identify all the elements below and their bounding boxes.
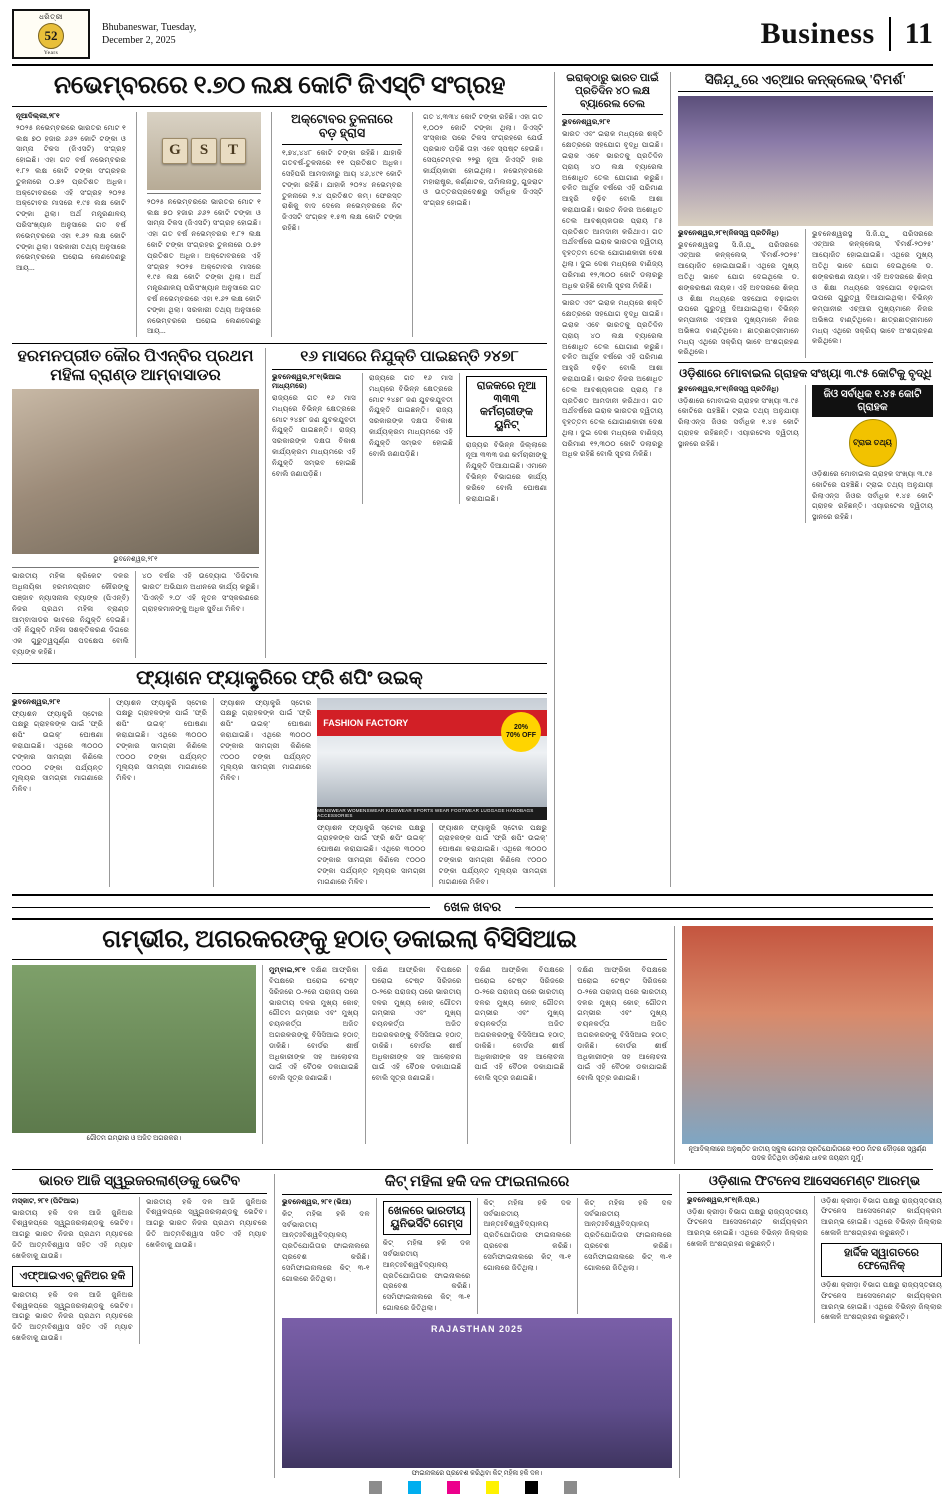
fitness-text-3: ଓଡ଼ିଶା କ୍ରୀଡ଼ା ବିଭାଗ ପକ୍ଷରୁ ରାଜ୍ୟସ୍ତରୀୟ ଫିଟନେସ ଆସେସମେଣ୍ଟ କାର୍ଯ୍ୟକ୍ରମ ଆରମ୍ଭ ହୋଇଛି। ଏଥିରେ ବିଭିନ୍ନ ଜିଲ୍ଲାର ଖେଳାଳି ଅଂଶଗ୍ରହଣ କରୁଛନ୍ତି। — [821, 1281, 942, 1322]
oil-story — [562, 72, 663, 887]
oil-headline: ଇରାକ୍‌ଠାରୁ ଭାରତ ପାଇଁ ପ୍ରତିଦିନ ୪୦ ଲକ୍ଷ ବ୍ୟାରେଲ ତେଲ — [562, 72, 663, 115]
publication-logo — [12, 9, 90, 59]
kiit-box: ଖେଳରେ ଭାରତୀୟ ୟୁନିଭର୍ସିଟି ଗେମ୍ସ — [383, 1201, 471, 1235]
logo-title: ଧରିତ୍ରୀ — [39, 12, 63, 21]
hr-text-1: ଭୁବନେଶ୍ୱରସ୍ଥ ସି.ଜି.ଯ଼ୁ ପରିସରରେ ଏଚ୍‌ଆର କନ୍‌କ୍ଲେଭ୍‌ 'ବିମର୍ଶ-୨୦୨୫' ଆୟୋଜିତ ହୋଇଯାଇଛି। ଏଥିରେ ମୁଖ୍ୟ ଅତିଥି ଭାବେ ଯୋଗ ଦେଇଥିଲେ ଡ. ଶଙ୍କରଷଣ ନାୟକ। ଏହି ଅବସରରେ ଶିଳ୍ପ ଓ ଶିକ୍ଷା ମଧ୍ୟରେ ସହଯୋଗ ବଢ଼ାଇବା ଉପରେ ଗୁରୁତ୍ୱ ଦିଆଯାଇଥିଲା। ବିଭିନ୍ନ କମ୍ପାନୀର ଏଚ୍‌ଆର ମୁଖ୍ୟମାନେ ନିଜର ଅଭିଜ୍ଞତା ବାଣ୍ଟିଥିଲେ। ଛାତ୍ରଛାତ୍ରୀମାନେ ମଧ୍ୟ ଏଥିରେ ସକ୍ରିୟ ଭାବେ ଅଂଶଗ୍ରହଣ କରିଥିଲେ। — [678, 240, 799, 357]
jio-headline: ଓଡ଼ିଶାରେ ମୋବାଇଲ ଗ୍ରାହକ ସଂଖ୍ୟା ୩.୯୫ କୋଟିକୁ ବୃଦ୍ଧି — [679, 368, 932, 381]
jio-col-2 — [812, 385, 933, 523]
oil-byline: ଭୁବନେଶ୍ୱର,୨୮୧ — [562, 118, 611, 127]
jobs-byline: ଭୁବନେଶ୍ୱର,୨୮୧(ଭିଆଇ ମାଧ୍ୟମରେ) — [272, 372, 342, 390]
kiit-byline: ଭୁବନେଶ୍ୱର, ୨୮୧ (ଭିଆ) — [282, 1197, 352, 1206]
registration-mark-cyan — [408, 1481, 421, 1494]
harmanpreet-photo-caption: ଭୁବନେଶ୍ୱର,୨୮୧ — [113, 555, 158, 563]
lead-text-2: ୨୦୨୫ ନଭେମ୍ବରରେ ଭାରତର ମୋଟ ୧ ଲକ୍ଷ ୭୦ ହଜାର ୬୬୨ କୋଟି ଟଙ୍କା ଓ ସାମ୍ନା ଟିକସ (ଜିଏସଟି) ସଂଗ୍ରହ ହୋଇଛି। ଏହା ଗତ ବର୍ଷ ନଭେମ୍ବରର ୧.୮୨ ଲକ୍ଷ କୋଟି ଟଙ୍କା ସଂଗ୍ରହର ତୁଳନାରେ ୦.୭୨ ପ୍ରତିଶତ ଅଧିକ। ଅକ୍ଟୋବରରେ ଏହି ସଂଗ୍ରହ ୨୦୨୫ ଅକ୍ଟୋବର ମାସରେ ୧.୯୫ ଲକ୍ଷ କୋଟି ଟଙ୍କା ଥିଲା। ଅର୍ଥ ମନ୍ତ୍ରଣାଳୟ ପରିସଂଖ୍ୟାନ ଅନୁସାରେ ଗତ ବର୍ଷ ନଭେମ୍ବରରେ ଏହା ୧.୬୨ ଲକ୍ଷ କୋଟି ଟଙ୍କା ଥିଲା। ସରକାରୀ ତଥ୍ୟ ଅନୁସାରେ ନଭେମ୍ବରରେ ଘରୋଇ ଲେଣଦେଣରୁ ଆୟ... — [147, 197, 261, 336]
dateline-place: Bhubaneswar, Tuesday, — [102, 21, 197, 33]
harmanpreet-story — [12, 348, 259, 658]
lead-text-3: ଗତ ୪,୩୩୪ କୋଟି ଟଙ୍କା ରହିଛି। ଏହା ଗତ ୧,୦୦୨ କୋଟି ଟଙ୍କା ଥିଲା। ଜିଏସ୍‌ଟି ସଂସ୍କାର ପରେ ଟିକସ ସଂଗ୍ରହରେ ଯେଉଁ ପ୍ରଭାବ ପଡ଼ିଛି ତାହା ଏବେ ସ୍ପଷ୍ଟ ହେଉଛି। ସେପ୍ଟେମ୍ବର ୨୨ରୁ ନୂଆ ଜିଏସ୍‌ଟି ହାର କାର୍ଯ୍ୟକାରୀ ହୋଇଥିଲା। ନଭେମ୍ବରରେ ମହାରାଷ୍ଟ୍ର, କର୍ଣ୍ଣାଟକ, ତାମିଲନାଡୁ, ଗୁଜରାଟ ଓ ଉତ୍ତରପ୍ରଦେଶରୁ ସର୍ବାଧିକ ଜିଏସ୍‌ଟି ସଂଗ୍ରହ ହୋଇଛି। — [423, 112, 543, 208]
hockey-india-col-1 — [12, 1197, 133, 1344]
kiit-col-1 — [282, 1198, 370, 1314]
hockey-india-text-3: ଭାରତୀୟ ହକି ଦଳ ଆଜି ଜୁନିଅର ବିଶ୍ୱକପ୍‌ରେ ସ୍ୱୁଇଜରଲାଣ୍ଡକୁ ଭେଟିବ। ଆଗରୁ ଭାରତ ନିଜର ପ୍ରଥମ ମ୍ୟାଚରେ ଜିତି ଆତ୍ମବିଶ୍ୱାସ ସହିତ ଏହି ମ୍ୟାଚ ଖେଳିବାକୁ ଯାଉଛି। — [12, 1290, 133, 1343]
sports-top-area — [12, 926, 933, 1163]
kiit-col-4 — [584, 1198, 672, 1314]
kiit-team-photo-caption: ଫାଇନାଲରେ ପ୍ରବେଶ କରିଥିବା କିଟ୍‌ ମହିଳା ହକି ଦଳ। — [411, 1469, 543, 1477]
sports-lead-block — [12, 926, 667, 1163]
registration-mark-gray — [369, 1481, 382, 1494]
jobs-col-2 — [369, 373, 453, 505]
lead-col-1 — [12, 112, 130, 337]
section-title: Business — [760, 17, 875, 50]
fitness-text-2: ଓଡ଼ିଶା କ୍ରୀଡ଼ା ବିଭାଗ ପକ୍ଷରୁ ରାଜ୍ୟସ୍ତରୀୟ ଫିଟନେସ ଆସେସମେଣ୍ଟ କାର୍ଯ୍ୟକ୍ରମ ଆରମ୍ଭ ହୋଇଛି। ଏଥିରେ ବିଭିନ୍ନ ଜିଲ୍ଲାର ଖେଳାଳି ଅଂଶଗ୍ରହଣ କରୁଛନ୍ତି। — [821, 1196, 942, 1237]
sports-lead-text-3: ଦକ୍ଷିଣ ଆଫ୍ରିକା ବିପକ୍ଷରେ ଘରୋଇ ଟେଷ୍ଟ ସିରିଜରେ ୦-୨ରେ ପରାଜୟ ପରେ ଭାରତୀୟ ଦଳର ମୁଖ୍ୟ କୋଚ୍ ଗୌତମ ଗମ୍ଭୀର ଏବଂ ମୁଖ୍ୟ ଚୟନକର୍ତ୍ତା ଅଜିତ ଅଗରକରଙ୍କୁ ବିସିସିଆଇ ହଠାତ୍‌ ଡାକିଛି। ବୋର୍ଡର ଶୀର୍ଷ ଅଧିକାରୀଙ୍କ ସହ ଆଲୋଚନା ପାଇଁ ଏହି ବୈଠକ ଡକାଯାଇଛି ବୋଲି ସୂତ୍ର ଜଣାଇଛି। — [474, 966, 565, 1083]
discount-badge — [501, 712, 541, 752]
hockey-india-col-2 — [146, 1197, 267, 1344]
page-number: 11 — [889, 17, 933, 51]
gst-tiles — [162, 138, 246, 164]
lead-col-3 — [278, 112, 406, 337]
gambhir-agarkar-photo — [12, 965, 256, 1133]
fashion-headline: ଫ୍ୟାଶନ ଫ୍ୟାକ୍ଟ୍ରିରେ ଫ୍ରି ଶପିଂ ଉଇକ୍‌ — [12, 668, 547, 694]
store-banner-name: FASHION FACTORY — [323, 717, 409, 728]
lead-text-1: ୨୦୨୫ ନଭେମ୍ବରରେ ଭାରତର ମୋଟ ୧ ଲକ୍ଷ ୭୦ ହଜାର ୬୬୨ କୋଟି ଟଙ୍କା ଓ ସାମ୍ନା ଟିକସ (ଜିଏସଟି) ସଂଗ୍ରହ ହୋଇଛି। ଏହା ଗତ ବର୍ଷ ନଭେମ୍ବରର ୧.୮୨ ଲକ୍ଷ କୋଟି ଟଙ୍କା ସଂଗ୍ରହର ତୁଳନାରେ ୦.୭୨ ପ୍ରତିଶତ ଅଧିକ। ଅକ୍ଟୋବରରେ ଏହି ସଂଗ୍ରହ ୨୦୨୫ ଅକ୍ଟୋବର ମାସରେ ୧.୯୫ ଲକ୍ଷ କୋଟି ଟଙ୍କା ଥିଲା। ଅର୍ଥ ମନ୍ତ୍ରଣାଳୟ ପରିସଂଖ୍ୟାନ ଅନୁସାରେ ଗତ ବର୍ଷ ନଭେମ୍ବରରେ ଏହା ୧.୬୨ ଲକ୍ଷ କୋଟି ଟଙ୍କା ଥିଲା। ସରକାରୀ ତଥ୍ୟ ଅନୁସାରେ ନଭେମ୍ବରରେ ଘରୋଇ ଲେଣଦେଣରୁ ଆୟ... — [16, 123, 126, 273]
masthead — [12, 8, 933, 66]
kiit-team-photo — [282, 1318, 672, 1468]
fitness-col-1 — [687, 1196, 808, 1324]
jobs-text: ରାଜ୍ୟରେ ଗତ ୧୬ ମାସ ମଧ୍ୟରେ ବିଭିନ୍ନ କ୍ଷେତ୍ରରେ ମୋଟ ୨୪୭୮ ଜଣ ଯୁବକଯୁବତୀ ନିଯୁକ୍ତି ପାଇଛନ୍ତି। ରାଜ୍ୟ ସରକାରଙ୍କ ଦକ୍ଷତା ବିକାଶ କାର୍ଯ୍ୟକ୍ରମ ମାଧ୍ୟମରେ ଏହି ନିଯୁକ୍ତି ସମ୍ଭବ ହୋଇଛି ବୋଲି ଜଣାପଡ଼ିଛି। — [272, 393, 356, 478]
athlete-photo-caption: ନୂଆଦିଲ୍ଲୀରେ ଅନୁଷ୍ଠିତ ଜାତୀୟ ସ୍କୁଲ ଗେମ୍ସ ପ୍ରତିଯୋଗିତାରେ ୧୦୦ ମିଟର ଦୌଡ଼ରେ ସ୍ୱର୍ଣ୍ଣ ପଦକ ଜିତିଥିବା ଓଡ଼ିଶାର ଧାବକ ଜୟରାମ ମୁର୍ମୁ। — [688, 1146, 927, 1163]
fashion-byline: ଭୁବନେଶ୍ୱର,୨୮୧ — [12, 697, 61, 706]
lead-story-block — [12, 72, 547, 887]
jobs-sub-story — [466, 373, 547, 505]
sports-banner-label: ଖେଳ ଖବର — [430, 899, 515, 915]
hr-text-2: ଭୁବନେଶ୍ୱରସ୍ଥ ସି.ଜି.ଯ଼ୁ ପରିସରରେ ଏଚ୍‌ଆର କନ୍‌କ୍ଲେଭ୍‌ 'ବିମର୍ଶ-୨୦୨୫' ଆୟୋଜିତ ହୋଇଯାଇଛି। ଏଥିରେ ମୁଖ୍ୟ ଅତିଥି ଭାବେ ଯୋଗ ଦେଇଥିଲେ ଡ. ଶଙ୍କରଷଣ ନାୟକ। ଏହି ଅବସରରେ ଶିଳ୍ପ ଓ ଶିକ୍ଷା ମଧ୍ୟରେ ସହଯୋଗ ବଢ଼ାଇବା ଉପରେ ଗୁରୁତ୍ୱ ଦିଆଯାଇଥିଲା। ବିଭିନ୍ନ କମ୍ପାନୀର ଏଚ୍‌ଆର ମୁଖ୍ୟମାନେ ନିଜର ଅଭିଜ୍ଞତା ବାଣ୍ଟିଥିଲେ। ଛାତ୍ରଛାତ୍ରୀମାନେ ମଧ୍ୟ ଏଥିରେ ସକ୍ରିୟ ଭାବେ ଅଂଶଗ୍ରହଣ କରିଥିଲେ। — [812, 229, 933, 346]
oil-text-cont: ଭାରତ ଏବଂ ଇରାକ ମଧ୍ୟରେ ଶକ୍ତି କ୍ଷେତ୍ରରେ ସହଯୋଗ ବୃଦ୍ଧି ପାଇଛି। ଇରାକ ଏବେ ଭାରତକୁ ପ୍ରତିଦିନ ପ୍ରାୟ ୪୦ ଲକ୍ଷ ବ୍ୟାରେଲ ଅଶୋଧିତ ତେଲ ଯୋଗାଣ କରୁଛି। ଚଳିତ ଆର୍ଥିକ ବର୍ଷରେ ଏହି ପରିମାଣ ଆହୁରି ବଢ଼ିବ ବୋଲି ଆଶା କରାଯାଉଛି। ଭାରତ ନିଜର ଅଶୋଧିତ ତେଲ ଆବଶ୍ୟକତାର ପ୍ରାୟ ୮୫ ପ୍ରତିଶତ ଆମଦାନୀ କରିଥାଏ। ଗତ ଅର୍ଥବର୍ଷରେ ଇରାକ ଭାରତର ଦ୍ୱିତୀୟ ବୃହତ୍ତମ ତେଲ ଯୋଗାଣକାରୀ ଦେଶ ଥିଲା। ଦୁଇ ଦେଶ ମଧ୍ୟରେ ବାଣିଜ୍ୟ ପରିମାଣ ୧୨,୩୦୦ କୋଟି ଡଲାରରୁ ଅଧିକ ରହିଛି ବୋଲି ସୂଚନା ମିଳିଛି। — [562, 299, 663, 459]
jobs-sub-headline: ରାଜକରେ ନୂଆ ୩୩୩ କର୍ମଚାରୀଙ୍କ ୟୁନିଟ୍‌ — [466, 376, 547, 437]
sports-bottom-area — [12, 1172, 942, 1479]
discount-bottom: 70% OFF — [506, 731, 536, 739]
kiit-text-4: କିଟ୍‌ ମହିଳା ହକି ଦଳ ସର୍ବଭାରତୀୟ ଆନ୍ତଃବିଶ୍ୱବିଦ୍ୟାଳୟ ପ୍ରତିଯୋଗିତାର ଫାଇନାଲରେ ପ୍ରବେଶ କରିଛି। ସେମିଫାଇନାଲରେ କିଟ୍‌ ୩-୧ ଗୋଲରେ ଜିତିଥିଲା। — [584, 1198, 672, 1272]
jobs-headline: ୧୬ ମାସରେ ନିଯୁକ୍ତି ପାଇଛନ୍ତି ୨୪୭୮ — [272, 348, 547, 370]
logo-anniversary-years: 52 — [38, 23, 64, 49]
fashion-story — [12, 668, 547, 888]
jio-tag: ଜିଓ ସର୍ବାଧିକ ୧.୪୫ କୋଟି ଗ୍ରାହକ — [812, 385, 933, 417]
athlete-photo — [682, 926, 933, 1144]
store-categories: MENSWEAR WOMENSWEAR KIDSWEAR SPORTS WEAR FOOTWEAR LUGGAGE HANDBAGS ACCESSORIES — [317, 807, 547, 820]
sports-lead-text-1: ଦକ୍ଷିଣ ଆଫ୍ରିକା ବିପକ୍ଷରେ ଘରୋଇ ଟେଷ୍ଟ ସିରିଜରେ ୦-୨ରେ ପରାଜୟ ପରେ ଭାରତୀୟ ଦଳର ମୁଖ୍ୟ କୋଚ୍ ଗୌତମ ଗମ୍ଭୀର ଏବଂ ମୁଖ୍ୟ ଚୟନକର୍ତ୍ତା ଅଜିତ ଅଗରକରଙ୍କୁ ବିସିସିଆଇ ହଠାତ୍‌ ଡାକିଛି। ବୋର୍ଡର ଶୀର୍ଷ ଅଧିକାରୀଙ୍କ ସହ ଆଲୋଚନା ପାଇଁ ଏହି ବୈଠକ ଡକାଯାଇଛି ବୋଲି ସୂତ୍ର ଜଣାଇଛି। — [268, 966, 359, 1083]
team-photo-banner: RAJASTHAN 2025 — [430, 1323, 524, 1334]
kiit-women-headline: କିଟ୍ ମହିଳା ହକି ଦଳ ଫାଇନାଲରେ — [282, 1174, 672, 1195]
jio-byline: ଭୁବନେଶ୍ୱର,୨୮୧(ନିଜସ୍ୱ ପ୍ରତିନିଧି) — [678, 384, 779, 393]
registration-mark-black — [525, 1481, 538, 1494]
jobs-sub-text: ରାଜ୍ୟର ବିଭିନ୍ନ ଜିଲ୍ଲାରେ ନୂଆ ୩୩୩ ଜଣ କର୍ମଚାରୀଙ୍କୁ ନିଯୁକ୍ତି ଦିଆଯାଇଛି। ଏମାନେ ବିଭିନ୍ନ ବିଭାଗରେ କାର୍ଯ୍ୟ କରିବେ ବୋଲି ଘୋଷଣା କରାଯାଇଛି। — [465, 440, 547, 503]
hockey-india-box: ଏଫ୍‌ଆଇଏଚ୍‌ ଜୁନିଅର ହକି — [12, 1266, 133, 1287]
fashion-text-1: ଫ୍ୟାଶନ ଫ୍ୟାକ୍ଟ୍ରି ସ୍ଟୋର ପକ୍ଷରୁ ଗ୍ରାହକଙ୍କ ପାଇଁ 'ଫ୍ରି ଶପିଂ ଉଇକ୍‌' ଘୋଷଣା କରାଯାଇଛି। ଏଥିରେ ୩୦୦୦ ଟଙ୍କାର ସାମଗ୍ରୀ କିଣିଲେ ୯୦୦୦ ଟଙ୍କା ପର୍ଯ୍ୟନ୍ତ ମୂଲ୍ୟର ସାମଗ୍ରୀ ମାଗଣାରେ ମିଳିବ। — [12, 709, 104, 794]
kiit-col-2 — [383, 1198, 471, 1314]
hr-conclave-headline: ସିଜିଯ଼ୁରେ ଏଚ୍‌ଆର କନ୍‌କ୍ଲେଭ୍‌ 'ବିମର୍ଶ' — [678, 72, 933, 92]
fashion-store-photo — [317, 698, 547, 820]
fashion-photo-wrap — [317, 698, 547, 888]
right-rail — [678, 72, 933, 887]
hockey-india-text-2: ଭାରତୀୟ ହକି ଦଳ ଆଜି ଜୁନିଅର ବିଶ୍ୱକପ୍‌ରେ ସ୍ୱୁଇଜରଲାଣ୍ଡକୁ ଭେଟିବ। ଆଗରୁ ଭାରତ ନିଜର ପ୍ରଥମ ମ୍ୟାଚରେ ଜିତି ଆତ୍ମବିଶ୍ୱାସ ସହିତ ଏହି ମ୍ୟାଚ ଖେଳିବାକୁ ଯାଉଛି। — [146, 1197, 267, 1249]
registration-mark-magenta — [447, 1481, 460, 1494]
fitness-byline: ଭୁବନେଶ୍ୱର,୨୮୧(ନି.ପ୍ର.) — [687, 1195, 760, 1204]
fashion-text-3: ଫ୍ୟାଶନ ଫ୍ୟାକ୍ଟ୍ରି ସ୍ଟୋର ପକ୍ଷରୁ ଗ୍ରାହକଙ୍କ ପାଇଁ 'ଫ୍ରି ଶପିଂ ଉଇକ୍‌' ଘୋଷଣା କରାଯାଇଛି। ଏଥିରେ ୩୦୦୦ ଟଙ୍କାର ସାମଗ୍ରୀ କିଣିଲେ ୯୦୦୦ ଟଙ୍କା ପର୍ଯ୍ୟନ୍ତ ମୂଲ୍ୟର ସାମଗ୍ରୀ ମାଗଣାରେ ମିଳିବ। — [220, 698, 312, 783]
jio-text-2: ଓଡ଼ିଶାରେ ମୋବାଇଲ ଗ୍ରାହକ ସଂଖ୍ୟା ୩.୯୫ କୋଟିରେ ପହଞ୍ଚିଛି। ଟ୍ରାଇ ତଥ୍ୟ ଅନୁଯାୟୀ ରିଲାଏନ୍ସ ଜିଓର ସର୍ବାଧିକ ୧.୪୫ କୋଟି ଗ୍ରାହକ ରହିଛନ୍ତି। ଏୟାରଟେଲ ଦ୍ୱିତୀୟ ସ୍ଥାନରେ ରହିଛି। — [812, 469, 933, 522]
harmanpreet-headline: ହରମନପ୍ରୀତ କୌର ପିଏନ୍‌ବିର ପ୍ରଥମ ମହିଳା ବ୍ରାଣ୍ଡ ଆମ୍ବାସାଡର — [17, 348, 254, 384]
fashion-text-5: ଫ୍ୟାଶନ ଫ୍ୟାକ୍ଟ୍ରି ସ୍ଟୋର ପକ୍ଷରୁ ଗ୍ରାହକଙ୍କ ପାଇଁ 'ଫ୍ରି ଶପିଂ ଉଇକ୍‌' ଘୋଷଣା କରାଯାଇଛି। ଏଥିରେ ୩୦୦୦ ଟଙ୍କାର ସାମଗ୍ରୀ କିଣିଲେ ୯୦୦୦ ଟଙ୍କା ପର୍ଯ୍ୟନ୍ତ ମୂଲ୍ୟର ସାମଗ୍ରୀ ମାଗଣାରେ ମିଳିବ। — [438, 823, 547, 886]
fitness-sub-headline: ହାର୍ଦ୍ଦିକ ସ୍ୱାଗତରେ ଫେଲୋନିକ୍ — [821, 1243, 942, 1277]
sports-lead-headline: ଗମ୍ଭୀର, ଅଗରକରଙ୍କୁ ହଠାତ୍‌ ଡକାଇଲା ବିସିସିଆଇ — [12, 926, 667, 960]
gst-tile-s: S — [191, 138, 217, 164]
kiit-text-1: କିଟ୍‌ ମହିଳା ହକି ଦଳ ସର୍ବଭାରତୀୟ ଆନ୍ତଃବିଶ୍ୱବିଦ୍ୟାଳୟ ପ୍ରତିଯୋଗିତାର ଫାଇନାଲରେ ପ୍ରବେଶ କରିଛି। ସେମିଫାଇନାଲରେ କିଟ୍‌ ୩-୧ ଗୋଲରେ ଜିତିଥିଲା। — [282, 1209, 370, 1283]
athlete-block — [682, 926, 933, 1163]
hr-col-1 — [678, 229, 799, 359]
jobs-col-1 — [272, 373, 356, 505]
lead-sub-headline: ଅକ୍ଟୋବର ତୁଳନାରେ ବଡ଼ ହ୍ରାସ — [282, 112, 402, 145]
sports-lead-photo-wrap — [12, 965, 256, 1144]
fashion-text-4: ଫ୍ୟାଶନ ଫ୍ୟାକ୍ଟ୍ରି ସ୍ଟୋର ପକ୍ଷରୁ ଗ୍ରାହକଙ୍କ ପାଇଁ 'ଫ୍ରି ଶପିଂ ଉଇକ୍‌' ଘୋଷଣା କରାଯାଇଛି। ଏଥିରେ ୩୦୦୦ ଟଙ୍କାର ସାମଗ୍ରୀ କିଣିଲେ ୯୦୦୦ ଟଙ୍କା ପର୍ଯ୍ୟନ୍ତ ମୂଲ୍ୟର ସାମଗ୍ରୀ ମାଗଣାରେ ମିଳିବ। — [317, 823, 426, 886]
lead-side-text: ୧,୭୪,୪୪୮ କୋଟି ଟଙ୍କା ରହିଛି। ଯାହାକି ଗତବର୍ଷ-ତୁଳନାରେ ୧୧ ପ୍ରତିଶତ ଅଧିକ। ସେହିପରି ଆମଦାନୀରୁ ଆୟ ୪୬,୪୯୧ କୋଟି ଟଙ୍କା ରହିଛି। ଯାହାକି ୨୦୨୪ ନଭେମ୍ବର ତୁଳନାରେ ୨.୪ ପ୍ରତିଶତ କମ୍‌। ଫେରସ୍ତ ରାଶିକୁ ବାଦ ଦେଲେ ନଭେମ୍ବରରେ ନିଟ ଜିଏସଟି ସଂଗ୍ରହ ୧.୫୩ ଲକ୍ଷ କୋଟି ଟଙ୍କା ରହିଛି। — [282, 148, 402, 233]
gst-tile-t: T — [220, 138, 246, 164]
hockey-india-headline: ଭାରତ ଆଜି ସ୍ୱୁଇଜରଲାଣ୍ଡକୁ ଭେଟିବ — [12, 1174, 267, 1194]
sports-story-kiit-women — [282, 1174, 672, 1479]
kiit-text-2: କିଟ୍‌ ମହିଳା ହକି ଦଳ ସର୍ବଭାରତୀୟ ଆନ୍ତଃବିଶ୍ୱବିଦ୍ୟାଳୟ ପ୍ରତିଯୋଗିତାର ଫାଇନାଲରେ ପ୍ରବେଶ କରିଛି। ସେମିଫାଇନାଲରେ କିଟ୍‌ ୩-୧ ଗୋଲରେ ଜିତିଥିଲା। — [382, 1239, 471, 1312]
fashion-text-2: ଫ୍ୟାଶନ ଫ୍ୟାକ୍ଟ୍ରି ସ୍ଟୋର ପକ୍ଷରୁ ଗ୍ରାହକଙ୍କ ପାଇଁ 'ଫ୍ରି ଶପିଂ ଉଇକ୍‌' ଘୋଷଣା କରାଯାଇଛି। ଏଥିରେ ୩୦୦୦ ଟଙ୍କାର ସାମଗ୍ରୀ କିଣିଲେ ୯୦୦୦ ଟଙ୍କା ପର୍ଯ୍ୟନ୍ତ ମୂଲ୍ୟର ସାମଗ୍ରୀ ମାଗଣାରେ ମିଳିବ। — [116, 698, 208, 783]
registration-mark-gray-2 — [564, 1481, 577, 1494]
harmanpreet-text-1: ଭାରତୀୟ ମହିଳା କ୍ରିକେଟ ଦଳର ଅଧିନାୟିକା ହରମନପ୍ରୀତ କୌରଙ୍କୁ ପଞ୍ଜାବ ନ୍ୟାସନାଲ ବ୍ୟାଙ୍କ (ପିଏନ୍‌ବି) ନିଜର ପ୍ରଥମ ମହିଳା ବ୍ରାଣ୍ଡ ଆମ୍ବାସାଡର ଭାବରେ ନିଯୁକ୍ତି ଦେଇଛି। ଏହି ନିଯୁକ୍ତି ମହିଳା ସଶକ୍ତିକରଣ ଦିଗରେ ଏକ ଗୁରୁତ୍ୱପୂର୍ଣ୍ଣ ପଦକ୍ଷେପ ବୋଲି ବ୍ୟାଙ୍କ କହିଛି। — [12, 572, 129, 657]
lead-col-4 — [419, 112, 547, 337]
logo-years-label: Years — [43, 49, 59, 56]
fitness-text-1: ଓଡ଼ିଶା କ୍ରୀଡ଼ା ବିଭାଗ ପକ୍ଷରୁ ରାଜ୍ୟସ୍ତରୀୟ ଫିଟନେସ ଆସେସମେଣ୍ଟ କାର୍ଯ୍ୟକ୍ରମ ଆରମ୍ଭ ହୋଇଛି। ଏଥିରେ ବିଭିନ୍ନ ଜିଲ୍ଲାର ଖେଳାଳି ଅଂଶଗ୍ରହଣ କରୁଛନ୍ତି। — [687, 1207, 808, 1248]
sports-lead-byline: ମୁମ୍ବାଇ,୨୮୧ — [268, 966, 306, 975]
sports-section-banner — [12, 894, 933, 920]
gst-tile-g: G — [162, 138, 188, 164]
sports-story-hockey-india — [12, 1174, 267, 1479]
jobs-text-cont: ରାଜ୍ୟରେ ଗତ ୧୬ ମାସ ମଧ୍ୟରେ ବିଭିନ୍ନ କ୍ଷେତ୍ରରେ ମୋଟ ୨୪୭୮ ଜଣ ଯୁବକଯୁବତୀ ନିଯୁକ୍ତି ପାଇଛନ୍ତି। ରାଜ୍ୟ ସରକାରଙ୍କ ଦକ୍ଷତା ବିକାଶ କାର୍ଯ୍ୟକ୍ରମ ମାଧ୍ୟମରେ ଏହି ନିଯୁକ୍ତି ସମ୍ଭବ ହୋଇଛି ବୋଲି ଜଣାପଡ଼ିଛି। — [368, 373, 453, 458]
oil-text: ଭାରତ ଏବଂ ଇରାକ ମଧ୍ୟରେ ଶକ୍ତି କ୍ଷେତ୍ରରେ ସହଯୋଗ ବୃଦ୍ଧି ପାଇଛି। ଇରାକ ଏବେ ଭାରତକୁ ପ୍ରତିଦିନ ପ୍ରାୟ ୪୦ ଲକ୍ଷ ବ୍ୟାରେଲ ଅଶୋଧିତ ତେଲ ଯୋଗାଣ କରୁଛି। ଚଳିତ ଆର୍ଥିକ ବର୍ଷରେ ଏହି ପରିମାଣ ଆହୁରି ବଢ଼ିବ ବୋଲି ଆଶା କରାଯାଉଛି। ଭାରତ ନିଜର ଅଶୋଧିତ ତେଲ ଆବଶ୍ୟକତାର ପ୍ରାୟ ୮୫ ପ୍ରତିଶତ ଆମଦାନୀ କରିଥାଏ। ଗତ ଅର୍ଥବର୍ଷରେ ଇରାକ ଭାରତର ଦ୍ୱିତୀୟ ବୃହତ୍ତମ ତେଲ ଯୋଗାଣକାରୀ ଦେଶ ଥିଲା। ଦୁଇ ଦେଶ ମଧ୍ୟରେ ବାଣିଜ୍ୟ ପରିମାଣ ୧୨,୩୦୦ କୋଟି ଡଲାରରୁ ଅଧିକ ରହିଛି ବୋଲି ସୂଚନା ମିଳିଛି। — [562, 130, 663, 290]
jio-text-1: ଓଡ଼ିଶାରେ ମୋବାଇଲ ଗ୍ରାହକ ସଂଖ୍ୟା ୩.୯୫ କୋଟିରେ ପହଞ୍ଚିଛି। ଟ୍ରାଇ ତଥ୍ୟ ଅନୁଯାୟୀ ରିଲାଏନ୍ସ ଜିଓର ସର୍ବାଧିକ ୧.୪୫ କୋଟି ଗ୍ରାହକ ରହିଛନ୍ତି। ଏୟାରଟେଲ ଦ୍ୱିତୀୟ ସ୍ଥାନରେ ରହିଛି। — [678, 396, 799, 448]
lead-headline: ନଭେମ୍ବରରେ ୧.୭୦ ଲକ୍ଷ କୋଟି ଜିଏସ୍‌ଟି ସଂଗ୍ରହ — [12, 72, 547, 107]
fashion-col-2 — [116, 698, 207, 888]
hr-conclave-photo — [678, 96, 933, 226]
sports-lead-text-2: ଦକ୍ଷିଣ ଆଫ୍ରିକା ବିପକ୍ଷରେ ଘରୋଇ ଟେଷ୍ଟ ସିରିଜରେ ୦-୨ରେ ପରାଜୟ ପରେ ଭାରତୀୟ ଦଳର ମୁଖ୍ୟ କୋଚ୍ ଗୌତମ ଗମ୍ଭୀର ଏବଂ ମୁଖ୍ୟ ଚୟନକର୍ତ୍ତା ଅଜିତ ଅଗରକରଙ୍କୁ ବିସିସିଆଇ ହଠାତ୍‌ ଡାକିଛି। ବୋର୍ଡର ଶୀର୍ଷ ଅଧିକାରୀଙ୍କ ସହ ଆଲୋଚନା ପାଇଁ ଏହି ବୈଠକ ଡକାଯାଇଛି ବୋଲି ସୂତ୍ର ଜଣାଇଛି। — [371, 966, 462, 1083]
sports-story-fitness — [687, 1174, 942, 1479]
fitness-col-2 — [821, 1196, 942, 1324]
fashion-col-1 — [12, 698, 103, 888]
business-section — [12, 72, 933, 887]
jio-col-1 — [678, 385, 799, 523]
sports-lead-col-1 — [269, 965, 359, 1144]
kiit-text-3: କିଟ୍‌ ମହିଳା ହକି ଦଳ ସର୍ବଭାରତୀୟ ଆନ୍ତଃବିଶ୍ୱବିଦ୍ୟାଳୟ ପ୍ରତିଯୋଗିତାର ଫାଇନାଲରେ ପ୍ରବେଶ କରିଛି। ସେମିଫାଇନାଲରେ କିଟ୍‌ ୩-୧ ଗୋଲରେ ଜିତିଥିଲା। — [483, 1198, 572, 1272]
dateline — [102, 21, 252, 48]
harmanpreet-photo — [12, 389, 259, 554]
kiit-col-3 — [484, 1198, 572, 1314]
hockey-india-byline: ମସ୍କାଟ, ୨୮୧ (ପିଟିଆଇ) — [12, 1196, 79, 1205]
fashion-col-3 — [220, 698, 311, 888]
discount-top: 20% — [513, 724, 528, 732]
jobs-story — [272, 348, 547, 658]
registration-mark-yellow — [486, 1481, 499, 1494]
hr-col-2 — [812, 229, 933, 359]
harmanpreet-text-2: ୪୦ ବର୍ଷର ଏହି ଉଦ୍ୟୋଗ 'ଡିଜିଟାଲ ଭାରତ' ଅଭିଯାନ ଅଧୀନରେ କାର୍ଯ୍ୟ କରୁଛି। 'ପିଏନ୍‌ବି ୨.୦' ଏହି ନୂତନ ସଂସ୍କରଣରେ ଗ୍ରାହକମାନଙ୍କୁ ଅଧିକ ସୁବିଧା ମିଳିବ। — [142, 572, 259, 613]
cmyk-registration-marks — [0, 1481, 945, 1494]
hr-byline: ଭୁବନେଶ୍ୱର,୨୮୧(ନିଜସ୍ୱ ପ୍ରତିନିଧି) — [678, 228, 779, 237]
trai-data-badge: ଟ୍ରାଇ ତଥ୍ୟ — [849, 419, 897, 467]
lead-col-2 — [143, 112, 265, 337]
dateline-date: December 2, 2025 — [102, 35, 176, 46]
sports-lead-photo-caption: ଗୌତମ ଗମ୍ଭୀର ଓ ଅଜିତ ଅଗରକର। — [86, 1135, 182, 1143]
lead-byline: ନୂଆଦିଲ୍ଲୀ,୨୮୧ — [16, 111, 60, 120]
hockey-india-text-1: ଭାରତୀୟ ହକି ଦଳ ଆଜି ଜୁନିଅର ବିଶ୍ୱକପ୍‌ରେ ସ୍ୱୁଇଜରଲାଣ୍ଡକୁ ଭେଟିବ। ଆଗରୁ ଭାରତ ନିଜର ପ୍ରଥମ ମ୍ୟାଚରେ ଜିତି ଆତ୍ମବିଶ୍ୱାସ ସହିତ ଏହି ମ୍ୟାଚ ଖେଳିବାକୁ ଯାଉଛି। — [12, 1208, 133, 1260]
gst-photo — [147, 112, 261, 190]
fitness-headline: ଓଡ଼ିଶାଲ ଫିଟନେସ ଆସେସମେଣ୍ଟ ଆରମ୍ଭ — [687, 1174, 942, 1193]
sports-lead-text-4: ଦକ୍ଷିଣ ଆଫ୍ରିକା ବିପକ୍ଷରେ ଘରୋଇ ଟେଷ୍ଟ ସିରିଜରେ ୦-୨ରେ ପରାଜୟ ପରେ ଭାରତୀୟ ଦଳର ମୁଖ୍ୟ କୋଚ୍ ଗୌତମ ଗମ୍ଭୀର ଏବଂ ମୁଖ୍ୟ ଚୟନକର୍ତ୍ତା ଅଜିତ ଅଗରକରଙ୍କୁ ବିସିସିଆଇ ହଠାତ୍‌ ଡାକିଛି। ବୋର୍ଡର ଶୀର୍ଷ ଅଧିକାରୀଙ୍କ ସହ ଆଲୋଚନା ପାଇଁ ଏହି ବୈଠକ ଡକାଯାଇଛି ବୋଲି ସୂତ୍ର ଜଣାଇଛି। — [577, 966, 667, 1083]
